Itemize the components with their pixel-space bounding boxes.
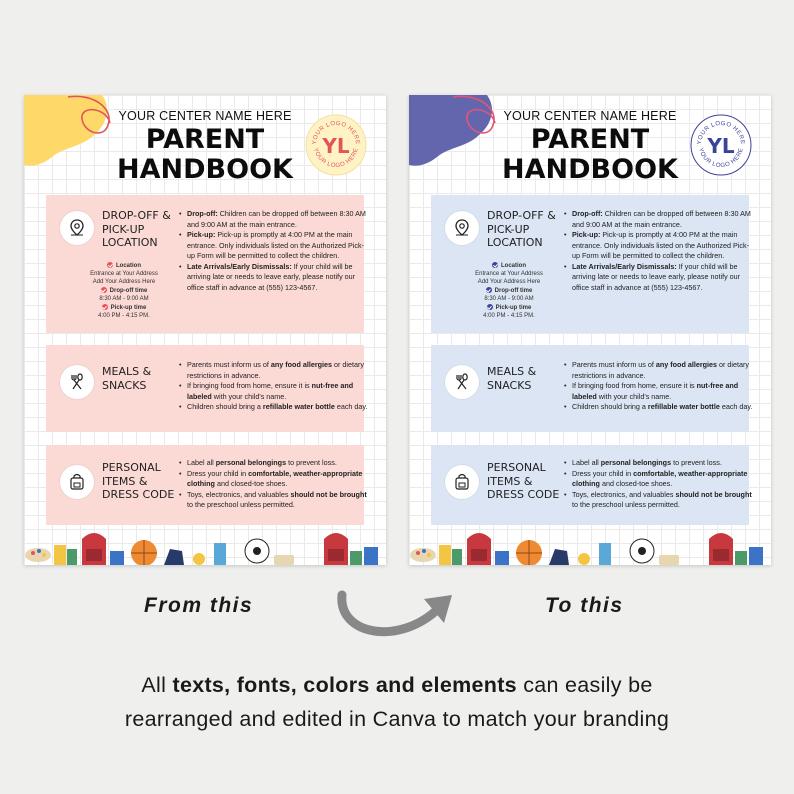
- logo-ring-text: YOUR LOGO HERE: [696, 120, 746, 146]
- bullet-list: [563, 209, 754, 293]
- section-personal-items: [46, 445, 367, 525]
- list-item: • Children should bring a refillable water bottle each day.: [572, 402, 754, 413]
- section-title: PERSONAL ITEMS & DRESS CODE: [487, 461, 560, 501]
- bullet-list: [178, 209, 369, 293]
- list-item: • Toys, electronics, and valuables should not be brought to the preschool unless permitted.: [572, 490, 754, 511]
- list-item: • Late Arrivals/Early Dismissals: If your child will be arriving late or needs to leave early, please notify our office staff in advance at (555) 123-4567.: [572, 262, 754, 294]
- section-title: MEALS & SNACKS: [487, 365, 537, 392]
- list-item: • If bringing food from home, ensure it is nut-free and labeled with your child's name.: [572, 381, 754, 402]
- list-item: • Drop-off: Children can be dropped off between 8:30 AM and 9:00 AM at the main entrance.: [572, 209, 754, 230]
- section-title: PERSONAL ITEMS & DRESS CODE: [102, 461, 175, 501]
- logo-badge: [689, 113, 753, 177]
- location-details: Location Entrance at Your Address Add Your Address Here Drop-off time 8:30 AM - 9:00 AM Pick-up time 4:00 PM - 4:15 PM.: [475, 263, 543, 319]
- list-item: • Parents must inform us of any food allergies or dietary restrictions in advance.: [572, 360, 754, 381]
- center-name: YOUR CENTER NAME HERE: [118, 109, 292, 123]
- school-supplies-illustration: [24, 521, 386, 565]
- list-item: • Late Arrivals/Early Dismissals: If your child will be arriving late or needs to leave early, please notify our office staff in advance at (555) 123-4567.: [187, 262, 369, 294]
- list-item: • Children should bring a refillable water bottle each day.: [187, 402, 369, 413]
- logo-ring-text-bottom: YOUR LOGO HERE: [312, 147, 360, 170]
- logo-ring-text: YOUR LOGO HERE: [311, 120, 361, 146]
- caption-to: To this: [545, 594, 624, 617]
- bullet-list: [178, 360, 369, 413]
- section-title: DROP-OFF & PICK-UP LOCATION: [102, 209, 171, 249]
- handbook-page-before: [24, 95, 386, 565]
- section-drop-off: [46, 195, 364, 333]
- fork-spoon-icon: [60, 365, 94, 399]
- footer-text: All texts, fonts, colors and elements can easily be rearranged and edited in Canva to match your branding: [124, 673, 670, 731]
- section-drop-off: [431, 195, 749, 333]
- logo-badge: [304, 113, 368, 177]
- section-personal-items: [431, 445, 752, 525]
- handbook-page-after: [409, 95, 771, 565]
- logo-initials: YL: [322, 134, 350, 158]
- list-item: • Pick-up: Pick-up is promptly at 4:00 PM at the main entrance. Only individuals listed on the Authorized Pick-up Form will be permitted to collect the children.: [572, 230, 754, 262]
- list-item: • If bringing food from home, ensure it is nut-free and labeled with your child's name.: [187, 381, 369, 402]
- list-item: • Dress your child in comfortable, weather-appropriate clothing and closed-toe shoes.: [187, 469, 369, 490]
- backpack-icon: [445, 465, 479, 499]
- list-item: • Drop-off: Children can be dropped off between 8:30 AM and 9:00 AM at the main entrance.: [187, 209, 369, 230]
- logo-initials: YL: [707, 134, 735, 158]
- section-title: MEALS & SNACKS: [102, 365, 152, 392]
- bullet-list: [178, 458, 369, 511]
- section-meals: [431, 345, 753, 432]
- bullet-list: [563, 458, 754, 511]
- location-pin-icon: [445, 211, 479, 245]
- list-item: • Label all personal belongings to prevent loss.: [187, 458, 369, 469]
- caption-from: From this: [144, 594, 254, 617]
- location-pin-icon: [60, 211, 94, 245]
- school-supplies-illustration: [409, 521, 771, 565]
- curved-arrow-icon: [330, 585, 460, 645]
- title-line-1: PARENT: [530, 124, 650, 155]
- logo-ring-text-bottom: YOUR LOGO HERE: [697, 147, 745, 170]
- title-line-2: HANDBOOK: [502, 154, 678, 185]
- list-item: • Pick-up: Pick-up is promptly at 4:00 PM at the main entrance. Only individuals listed on the Authorized Pick-up Form will be permitted to collect the children.: [187, 230, 369, 262]
- title-line-1: PARENT: [145, 124, 265, 155]
- section-meals: [46, 345, 368, 432]
- list-item: • Parents must inform us of any food allergies or dietary restrictions in advance.: [187, 360, 369, 381]
- section-title: DROP-OFF & PICK-UP LOCATION: [487, 209, 556, 249]
- location-details: Location Entrance at Your Address Add Your Address Here Drop-off time 8:30 AM - 9:00 AM Pick-up time 4:00 PM - 4:15 PM.: [90, 263, 158, 319]
- list-item: • Dress your child in comfortable, weather-appropriate clothing and closed-toe shoes.: [572, 469, 754, 490]
- center-name: YOUR CENTER NAME HERE: [503, 109, 677, 123]
- list-item: • Toys, electronics, and valuables should not be brought to the preschool unless permitted.: [187, 490, 369, 511]
- list-item: • Label all personal belongings to prevent loss.: [572, 458, 754, 469]
- fork-spoon-icon: [445, 365, 479, 399]
- backpack-icon: [60, 465, 94, 499]
- bullet-list: [563, 360, 754, 413]
- title-line-2: HANDBOOK: [117, 154, 293, 185]
